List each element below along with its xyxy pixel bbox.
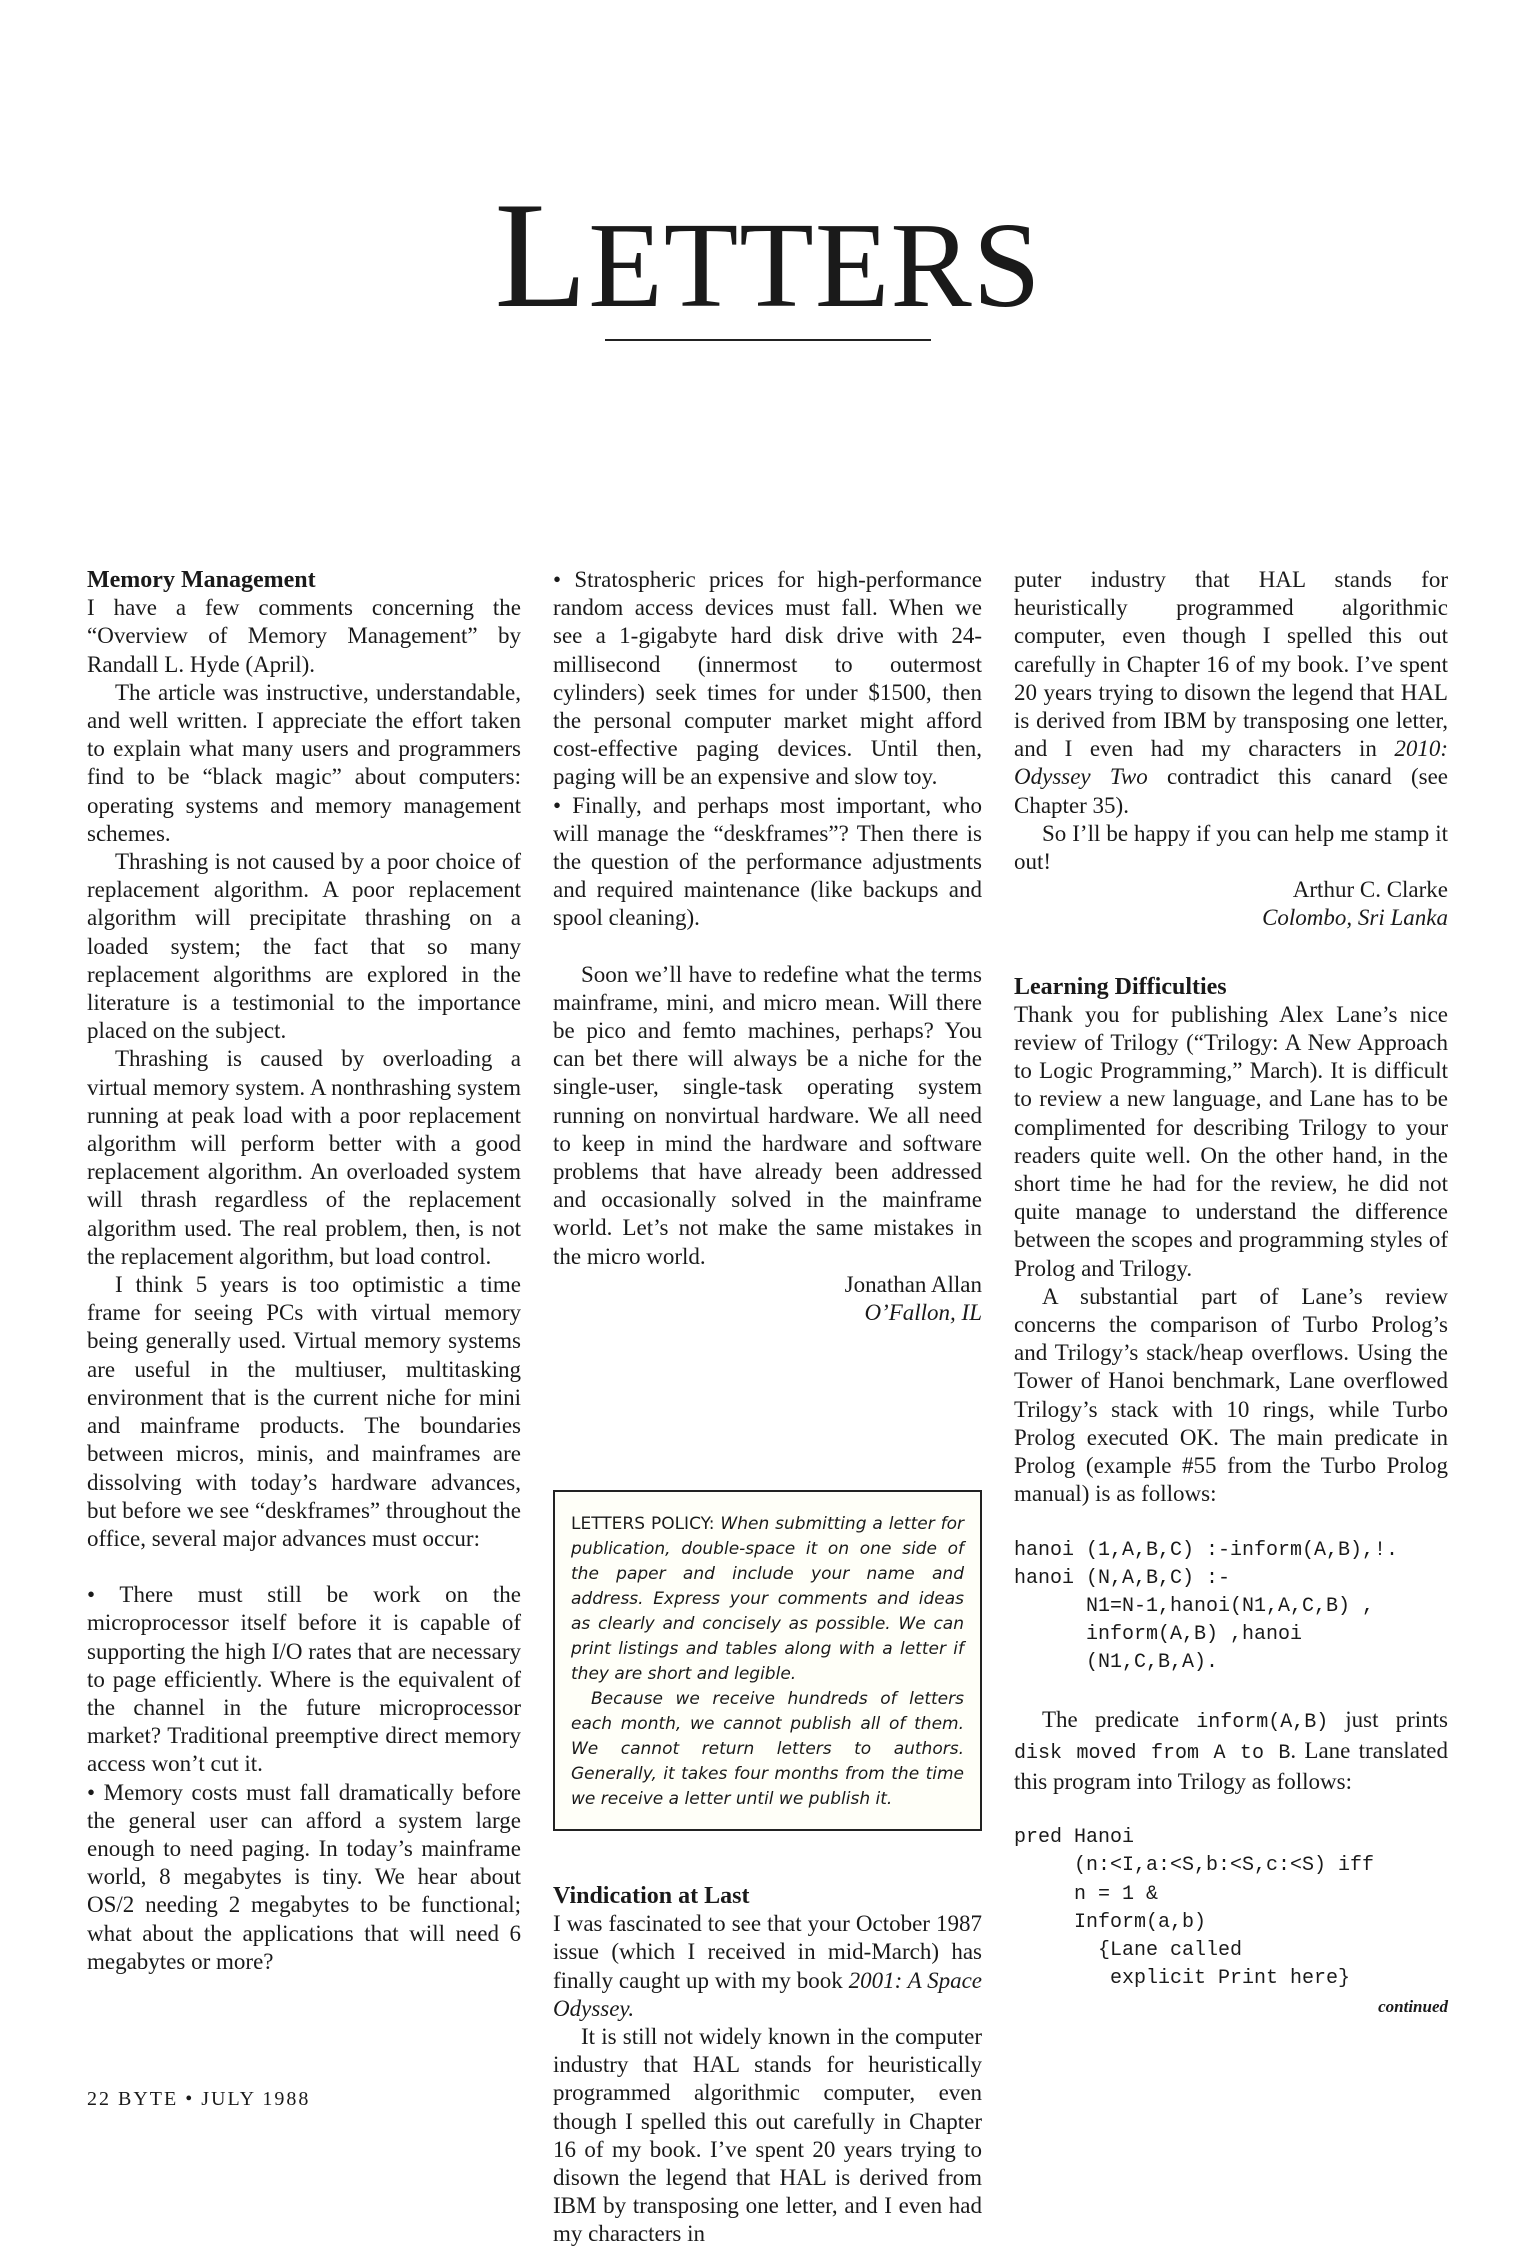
code-listing-trilogy: pred Hanoi (n:<I,a:<S,b:<S,c:<S) iff n = 1 & Inform(a,b) {Lane called explicit Print here}: [1014, 1826, 1375, 1991]
letters-policy-box: LETTERS POLICY: When submitting a letter for publication, double-space it on one side of the paper and include your name and address. Express your comments and ideas as clearly and concisely as possible. We can print listings and tables along with a letter if they are short and legible. Because we receive hundreds of letters each month, we cannot publish all of them. We cannot return letters to authors. Generally, it takes four months from the time we receive a letter until we publish it.: [553, 1490, 982, 1831]
paragraph: So I’ll be happy if you can help me stamp it out!: [1014, 820, 1448, 875]
column-2-bottom: [553, 1882, 982, 2249]
page-title: LETTERS: [494, 171, 1042, 339]
policy-label: LETTERS POLICY:: [571, 1514, 715, 1534]
column-2: [553, 566, 982, 1327]
column-3: [1014, 566, 1448, 2022]
continued-label: continued: [1378, 1997, 1448, 2017]
page-footer: 22 BYTE • JULY 1988: [87, 2088, 311, 2110]
paragraph: It is still not widely known in the computer industry that HAL stands for heuristically programmed algorithmic computer, even though I spelled this out carefully in Chapter 16 of my book. I’ve spent 20 years trying to disown the legend that HAL is derived from IBM by transposing one letter, and I even had my characters in: [553, 2024, 982, 2247]
code-listing-prolog: hanoi (1,A,B,C) :-inform(A,B),!. hanoi (N,A,B,C) :- N1=N-1,hanoi(N1,A,C,B) , inform(A,B) ,hanoi (N1,C,B,A).: [1014, 1538, 1399, 1675]
book-title: 2010: Odyssey Two: [1014, 736, 1448, 790]
author-location: O’Fallon, IL: [864, 1300, 982, 1326]
paragraph: I was fascinated to see that your October 1987 issue (which I received in mid-March) has finally caught up with my book 2001: A Space Odyssey.: [553, 1911, 982, 2021]
paragraph: Thrashing is caused by overloading a virtual memory system. A nonthrashing system running at peak load with a poor replacement algorithm will perform better with a good replacement algorithm. An overloaded system will thrash regardless of the replacement algorithm used. The real problem, then, is not the replacement algorithm, but load control.: [87, 1046, 521, 1269]
author-location: Colombo, Sri Lanka: [1262, 905, 1448, 931]
paragraph: A substantial part of Lane’s review concerns the comparison of Turbo Prolog’s and Trilogy’s stack/heap overflows. Using the Tower of Hanoi benchmark, Lane overflowed Trilogy’s stack with 10 rings, while Turbo Prolog executed OK. The main predicate in Prolog (example #55 from the Turbo Prolog manual) is as follows:: [1014, 1283, 1448, 1507]
paragraph: Soon we’ll have to redefine what the terms mainframe, mini, and micro mean. Will there be pico and femto machines, perhaps? You can bet there will always be a niche for the single-user, single-task operating system running on nonvirtual hardware. We all need to keep in mind the hardware and software problems that have already been addressed and occasionally solved in the mainframe world. Let’s not make the same mistakes in the micro world.: [553, 961, 982, 1269]
author-name: Arthur C. Clarke: [1292, 877, 1448, 903]
section-heading-vindication: Vindication at Last: [553, 1883, 750, 1909]
paragraph: I think 5 years is too optimistic a time frame for seeing PCs with virtual memory being generally used. Virtual memory systems are useful in the multiuser, multitasking environment that is the current niche for mini and mainframe products. The boundaries between micros, minis, and mainframes are dissolving with today’s hardware advances, but before we see “deskframes” throughout the office, several major advances must occur:: [87, 1272, 521, 1551]
bullet-item: • There must still be work on the microprocessor itself before it is capable of supporting the high I/O rates that are necessary to page efficiently. Where is the equivalent of the channel in the future microprocessor market? Traditional preemptive direct memory access won’t cut it.: [87, 1582, 521, 1777]
paragraph: I have a few comments concerning the “Overview of Memory Management” by Randall L. Hyde (April).: [87, 595, 521, 677]
author-name: Jonathan Allan: [844, 1271, 982, 1297]
bullet-item: • Memory costs must fall dramatically before the general user can afford a system large enough to need paging. In today’s mainframe world, 8 megabytes is tiny. We hear about OS/2 needing 2 megabytes to be functional; what about the applications that will need 6 megabytes or more?: [87, 1779, 521, 1974]
paragraph: puter industry that HAL stands for heuristically programmed algorithmic computer, even though I spelled this out carefully in Chapter 16 of my book. I’ve spent 20 years trying to disown the legend that HAL is derived from IBM by transposing one letter, and I even had my characters in 2010: Odyssey Two contradict this canard (see Chapter 35).: [1014, 567, 1448, 818]
paragraph: Thrashing is not caused by a poor choice of replacement algorithm. A poor replacement algorithm will precipitate thrashing on a loaded system; the fact that so many replacement algorithms are explored in the literature is a testimonial to the importance placed on the subject.: [87, 849, 521, 1044]
paragraph: The article was instructive, understandable, and well written. I appreciate the effort taken to explain what many users and programmers find to be “black magic” about computers: operating systems and memory management schemes.: [87, 679, 521, 846]
section-heading-memory-management: Memory Management: [87, 567, 316, 593]
title-rule: [605, 339, 931, 341]
column-1: [87, 566, 521, 1976]
book-title: 2001: A Space Odyssey.: [553, 1967, 982, 2021]
section-heading-learning-difficulties: Learning Difficulties: [1014, 973, 1227, 1000]
bullet-item: • Finally, and perhaps most important, who will manage the “deskframes”? Then there is the question of the performance adjustments and required maintenance (like backups and spool cleaning).: [553, 792, 982, 931]
policy-paragraph: Because we receive hundreds of letters each month, we cannot publish all of them. We cannot return letters to authors. Generally, it takes four months from the time we receive a letter until we publish it.: [571, 1689, 964, 1809]
paragraph: The predicate inform(A,B) just prints disk moved from A to B. Lane translated this program into Trilogy as follows:: [1014, 1706, 1448, 1794]
paragraph: Thank you for publishing Alex Lane’s nice review of Trilogy (“Trilogy: A New Approach to Logic Programming,” March). It is difficult to review a new language, and Lane has to be complimented for describing Trilogy to your readers quite well. On the other hand, in the short time he had for the review, he did not quite manage to understand the difference between the scopes and programming styles of Prolog and Trilogy.: [1014, 1001, 1448, 1281]
bullet-item: • Stratospheric prices for high-performance random access devices must fall. When we see a 1-gigabyte hard disk drive with 24-millisecond (innermost to outermost cylinders) seek times for under $1500, then the personal computer market might afford cost-effective paging devices. Until then, paging will be an expensive and slow toy.: [553, 567, 982, 790]
